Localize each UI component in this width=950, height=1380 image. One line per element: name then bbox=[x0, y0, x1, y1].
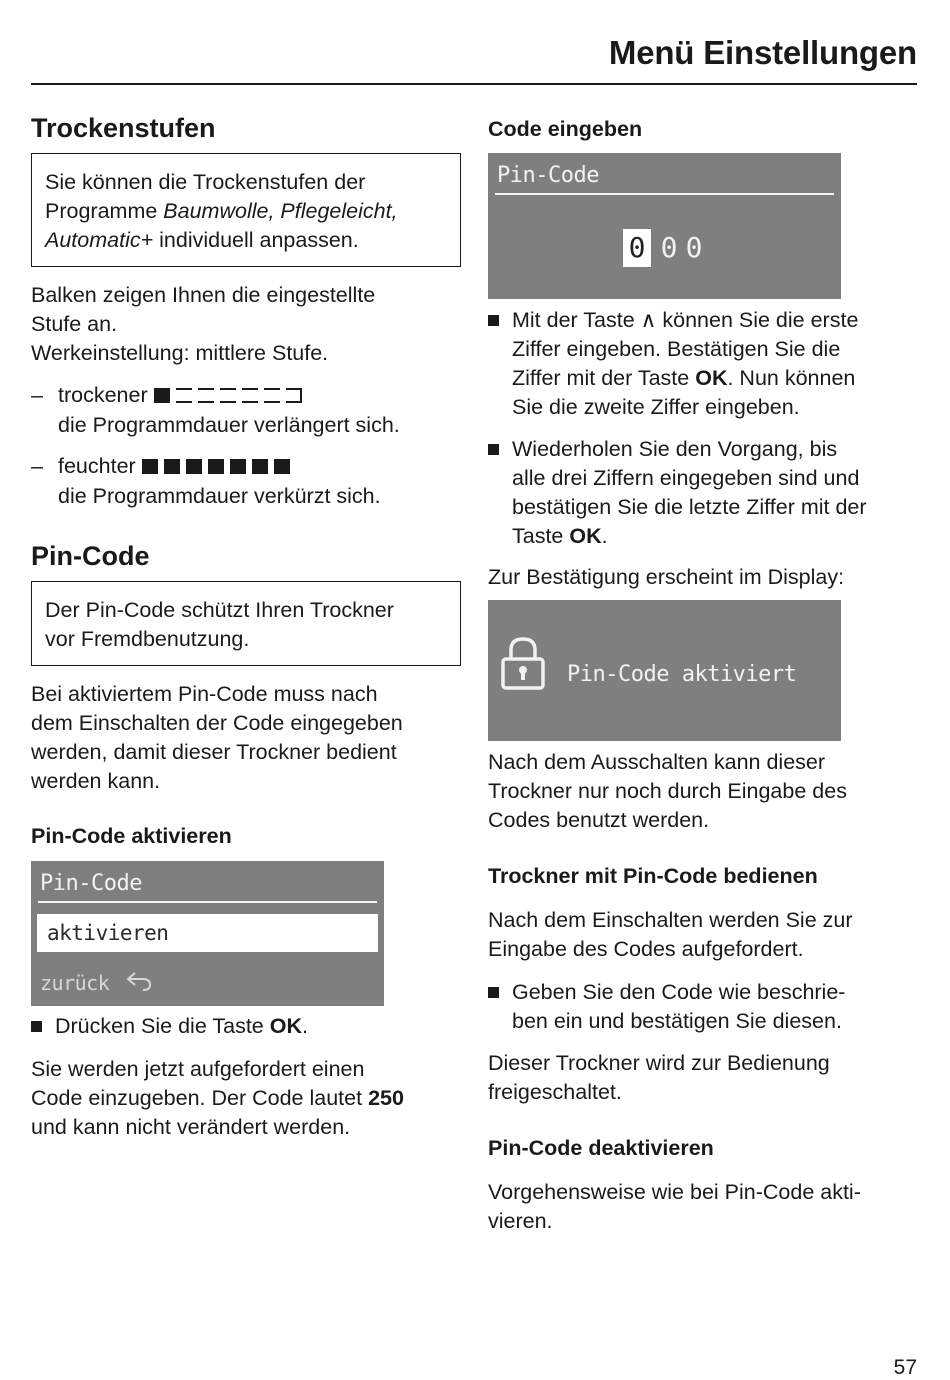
text-line: Trockner nur noch durch Eingabe des bbox=[488, 779, 847, 803]
bedienen-result bbox=[488, 1049, 830, 1107]
program-names: Baumwolle, Pflegeleicht, bbox=[163, 199, 398, 223]
text-line: werden, damit dieser Trockner bedient bbox=[31, 740, 397, 764]
heading-pin-code-deaktivieren: Pin-Code deaktivieren bbox=[488, 1136, 714, 1160]
dash-marker: – bbox=[31, 454, 43, 478]
text-line: Werkeinstellung: mittlere Stufe. bbox=[31, 341, 329, 365]
code-value: 250 bbox=[368, 1086, 404, 1110]
page-number: 57 bbox=[893, 1356, 917, 1379]
key-ok-label: OK bbox=[269, 1014, 302, 1038]
code-info bbox=[31, 1055, 404, 1142]
text-line: Geben Sie den Code wie beschrie- bbox=[512, 980, 846, 1004]
bullet-square-icon bbox=[488, 315, 499, 326]
display-status-text: Pin-Code aktiviert bbox=[567, 662, 797, 687]
step-text bbox=[512, 435, 918, 551]
text-line bbox=[512, 393, 918, 422]
bar-segment-empty bbox=[264, 388, 280, 403]
display-rule bbox=[495, 193, 834, 195]
text-segment: . Nun können bbox=[727, 366, 856, 390]
text-segment: Mit der Taste bbox=[512, 308, 641, 332]
key-ok-label: OK bbox=[569, 524, 602, 548]
heading-pin-code: Pin-Code bbox=[31, 541, 150, 571]
bar-segment-filled bbox=[252, 459, 268, 474]
display-pin-activated bbox=[488, 600, 841, 741]
step-enter-first-digit bbox=[488, 306, 918, 422]
text-line: vieren. bbox=[488, 1209, 553, 1233]
text-line: Der Pin-Code schützt Ihren Trockner bbox=[45, 598, 394, 622]
bar-segment-empty bbox=[242, 388, 258, 403]
text-segment: alle drei Ziffern eingegeben sind und bbox=[512, 466, 860, 490]
bar-segment-empty bbox=[198, 388, 214, 403]
code-digit-3[interactable]: 0 bbox=[685, 231, 703, 264]
step-press-ok bbox=[31, 1012, 463, 1041]
after-shutdown-info bbox=[488, 748, 847, 835]
bar-segment-filled bbox=[164, 459, 180, 474]
text-segment: individuell anpassen. bbox=[153, 228, 359, 252]
level-description: die Programmdauer verlängert sich. bbox=[58, 413, 400, 437]
up-arrow-icon: ∧ bbox=[640, 308, 657, 332]
bar-segment-filled bbox=[142, 459, 158, 474]
bar-segment-filled bbox=[186, 459, 202, 474]
display-code-entry bbox=[488, 153, 841, 299]
text-line bbox=[512, 493, 918, 522]
text-segment: Ziffer eingeben. Bestätigen Sie die bbox=[512, 337, 841, 361]
level-item-feuchter bbox=[31, 452, 463, 511]
header-rule bbox=[31, 83, 917, 85]
step-text: Drücken Sie die Taste bbox=[55, 1014, 270, 1038]
display-pin-code-menu bbox=[31, 861, 384, 1006]
bedienen-intro bbox=[488, 906, 853, 964]
text-segment: Sie können die Trockenstufen der bbox=[45, 170, 366, 194]
text-line: Code einzugeben. Der Code lautet bbox=[31, 1086, 369, 1110]
text-line: ben ein und bestätigen Sie diesen. bbox=[512, 1009, 842, 1033]
display-rule bbox=[38, 901, 377, 903]
text-line bbox=[512, 435, 918, 464]
step-enter-code bbox=[488, 978, 918, 1036]
text-line: Sie werden jetzt aufgefordert einen bbox=[31, 1057, 365, 1081]
display-back-label[interactable]: zurück bbox=[40, 971, 110, 995]
confirmation-intro: Zur Bestätigung erscheint im Display: bbox=[488, 565, 845, 589]
level-description: die Programmdauer verkürzt sich. bbox=[58, 484, 381, 508]
text-line: Balken zeigen Ihnen die eingestellte bbox=[31, 283, 376, 307]
heading-code-eingeben: Code eingeben bbox=[488, 117, 643, 141]
text-line: Eingabe des Codes aufgefordert. bbox=[488, 937, 804, 961]
text-line bbox=[512, 464, 918, 493]
bar-segment-filled bbox=[274, 459, 290, 474]
text-segment: Programme bbox=[45, 199, 164, 223]
text-line: Stufe an. bbox=[31, 312, 118, 336]
bar-segment-empty bbox=[220, 388, 236, 403]
level-label: feuchter bbox=[58, 454, 136, 478]
bullet-square-icon bbox=[31, 1021, 42, 1032]
text-line: Dieser Trockner wird zur Bedienung bbox=[488, 1051, 830, 1075]
program-names: Automatic+ bbox=[45, 228, 154, 252]
text-line bbox=[512, 364, 918, 393]
text-segment: können Sie die erste bbox=[656, 308, 859, 332]
bar-segment-filled bbox=[208, 459, 224, 474]
text-segment: Ziffer mit der Taste bbox=[512, 366, 696, 390]
deaktivieren-text bbox=[488, 1178, 861, 1236]
text-line: freigeschaltet. bbox=[488, 1080, 622, 1104]
pin-code-description bbox=[31, 680, 403, 796]
text-line: Nach dem Einschalten werden Sie zur bbox=[488, 908, 853, 932]
text-line: Vorgehensweise wie bei Pin-Code akti- bbox=[488, 1180, 861, 1204]
lock-icon bbox=[500, 635, 546, 691]
text-line bbox=[512, 335, 918, 364]
text-line: Nach dem Ausschalten kann dieser bbox=[488, 750, 826, 774]
step-text-end: . bbox=[301, 1014, 308, 1038]
text-segment: Sie die zweite Ziffer eingeben. bbox=[512, 395, 800, 419]
code-digit-1[interactable]: 0 bbox=[623, 229, 651, 267]
bullet-square-icon bbox=[488, 987, 499, 998]
text-line bbox=[45, 168, 447, 197]
level-item-trockener bbox=[31, 381, 463, 440]
code-digit-2[interactable]: 0 bbox=[660, 231, 678, 264]
bar-segment-empty bbox=[286, 388, 302, 403]
step-text bbox=[512, 306, 918, 422]
display-title: Pin-Code bbox=[40, 871, 142, 896]
text-segment: Taste bbox=[512, 524, 570, 548]
bar-segment-filled bbox=[230, 459, 246, 474]
page-header-title: Menü Einstellungen bbox=[608, 34, 917, 71]
trockenstufen-intro bbox=[31, 281, 375, 368]
text-segment: . bbox=[601, 524, 608, 548]
step-repeat bbox=[488, 435, 918, 551]
display-title: Pin-Code bbox=[497, 163, 599, 188]
text-line: vor Fremdbenutzung. bbox=[45, 627, 250, 651]
heading-trockner-bedienen: Trockner mit Pin-Code bedienen bbox=[488, 864, 818, 888]
text-line: und kann nicht verändert werden. bbox=[31, 1115, 351, 1139]
info-box-pin-code bbox=[31, 581, 461, 666]
bar-segment-filled bbox=[154, 388, 170, 403]
text-segment: bestätigen Sie die letzte Ziffer mit der bbox=[512, 495, 867, 519]
text-line bbox=[45, 226, 447, 255]
text-line: werden kann. bbox=[31, 769, 161, 793]
back-arrow-icon[interactable] bbox=[125, 969, 155, 993]
text-line: Bei aktiviertem Pin-Code muss nach bbox=[31, 682, 378, 706]
heading-pin-code-aktivieren: Pin-Code aktivieren bbox=[31, 824, 232, 848]
level-label: trockener bbox=[58, 383, 148, 407]
text-segment: Wiederholen Sie den Vorgang, bis bbox=[512, 437, 838, 461]
dash-marker: – bbox=[31, 383, 43, 407]
level-bar-icon bbox=[154, 382, 308, 411]
bar-segment-empty bbox=[176, 388, 192, 403]
info-box-trockenstufen-text bbox=[45, 168, 447, 255]
bullet-square-icon bbox=[488, 444, 499, 455]
text-line: Codes benutzt werden. bbox=[488, 808, 710, 832]
key-ok-label: OK bbox=[695, 366, 728, 390]
text-line: dem Einschalten der Code eingegeben bbox=[31, 711, 403, 735]
text-line bbox=[45, 197, 447, 226]
text-line bbox=[512, 522, 918, 551]
text-line bbox=[512, 306, 918, 335]
info-box-trockenstufen bbox=[31, 153, 461, 267]
menu-option-aktivieren[interactable]: aktivieren bbox=[37, 914, 378, 952]
level-bar-icon bbox=[142, 453, 296, 482]
heading-trockenstufen: Trockenstufen bbox=[31, 113, 216, 143]
